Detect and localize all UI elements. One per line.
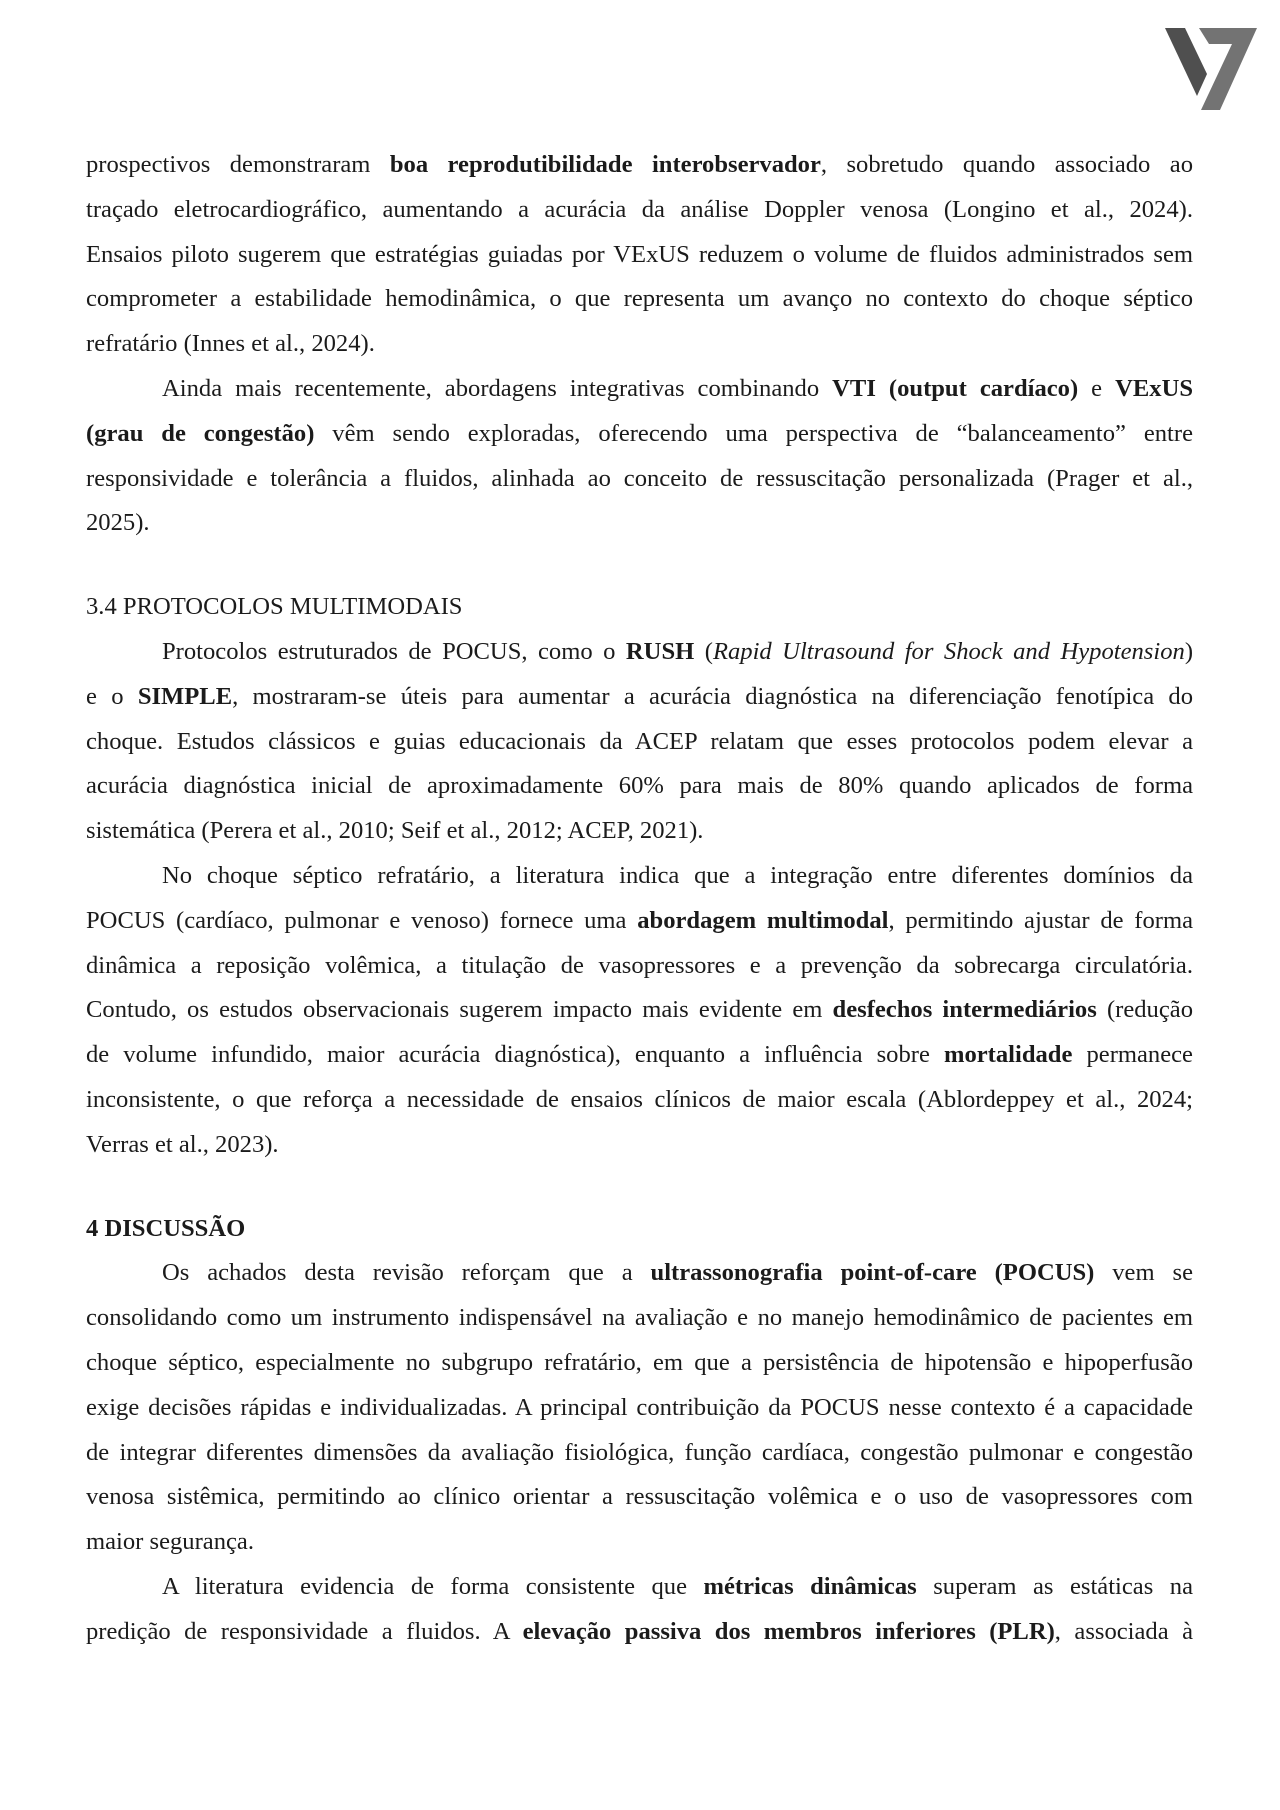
- text-run: Ainda mais recentemente, abordagens integrativas combinando: [162, 374, 833, 402]
- text-line: [86, 1123, 1193, 1168]
- text-line: [86, 188, 1193, 233]
- bold-text: (grau de congestão): [86, 419, 315, 447]
- text-run: superam as estáticas na: [916, 1572, 1193, 1600]
- text-run: POCUS (cardíaco, pulmonar e venoso) fornece uma: [86, 906, 638, 934]
- text-line: [86, 1251, 1193, 1296]
- text-run: refratário (Innes et al., 2024).: [86, 330, 375, 358]
- paragraph: [86, 143, 1193, 367]
- bold-text: desfechos intermediários: [832, 996, 1097, 1024]
- section-spacer: [86, 1168, 1193, 1207]
- bold-text: elevação passiva dos membros inferiores (PLR): [522, 1617, 1055, 1645]
- paragraph: [86, 630, 1193, 854]
- text-run: e o: [86, 682, 138, 710]
- text-run: , permitindo ajustar de forma: [888, 906, 1194, 934]
- text-line: [86, 1341, 1193, 1386]
- text-run: ): [1184, 637, 1194, 665]
- bold-text: mortalidade: [943, 1041, 1073, 1069]
- text-line: [86, 899, 1193, 944]
- text-run: Ensaios piloto sugerem que estratégias guiadas por VExUS reduzem o volume de fluidos administrados sem: [86, 240, 1193, 268]
- text-run: choque séptico, especialmente no subgrupo refratário, em que a persistência de hipotensão e hipoperfusão: [86, 1348, 1193, 1376]
- text-line: [86, 1078, 1193, 1123]
- text-line: [86, 1431, 1193, 1476]
- text-line: [86, 1565, 1193, 1610]
- text-run: predição de responsividade a fluidos. A: [86, 1617, 523, 1645]
- text-line: [86, 1475, 1193, 1520]
- text-run: choque. Estudos clássicos e guias educacionais da ACEP relatam que esses protocolos podem elevar a: [86, 727, 1193, 755]
- bold-text: VExUS: [1115, 374, 1194, 402]
- text-line: [86, 1386, 1193, 1431]
- text-run: comprometer a estabilidade hemodinâmica, o que representa um avanço no contexto do choque séptico: [86, 285, 1193, 313]
- italic-text: Rapid Ultrasound for Shock and Hypotension: [712, 637, 1185, 665]
- bold-text: ultrassonografia point-of-care (POCUS): [650, 1259, 1095, 1287]
- text-run: Verras et al., 2023).: [86, 1130, 279, 1158]
- logo-right-stroke: [1199, 28, 1257, 110]
- text-run: , mostraram-se úteis para aumentar a acurácia diagnóstica na diferenciação fenotípica do: [232, 682, 1193, 710]
- text-line: [86, 367, 1193, 412]
- text-run: Contudo, os estudos observacionais sugerem impacto mais evidente em: [86, 996, 833, 1024]
- text-run: , sobretudo quando associado ao: [820, 151, 1193, 178]
- text-run: Os achados desta revisão reforçam que a: [162, 1259, 651, 1287]
- paragraph: [86, 1565, 1193, 1655]
- text-line: [86, 322, 1193, 367]
- text-run: permanece: [1072, 1041, 1193, 1069]
- paragraph: [86, 1251, 1193, 1565]
- text-run: inconsistente, o que reforça a necessidade de ensaios clínicos de maior escala (Ablordeppey et al., 2024;: [86, 1085, 1193, 1113]
- text-run: responsividade e tolerância a fluidos, alinhada ao conceito de ressuscitação personalizada (Prager et al.,: [86, 464, 1193, 492]
- text-run: (redução: [1096, 996, 1193, 1024]
- text-line: [86, 143, 1193, 188]
- v7-logo-icon: [1162, 24, 1260, 114]
- text-run: Protocolos estruturados de POCUS, como o: [162, 637, 626, 665]
- text-line: [86, 233, 1193, 278]
- text-line: [86, 988, 1193, 1033]
- text-line: [86, 764, 1193, 809]
- bold-text: SIMPLE: [137, 682, 233, 710]
- section-spacer: [86, 546, 1193, 585]
- text-line: [86, 1520, 1193, 1565]
- text-line: [86, 412, 1193, 457]
- text-run: exige decisões rápidas e individualizadas. A principal contribuição da POCUS nesse contexto é a capacidade: [86, 1393, 1193, 1421]
- text-line: [86, 720, 1193, 765]
- text-line: [86, 457, 1193, 502]
- text-run: de volume infundido, maior acurácia diagnóstica), enquanto a influência sobre: [86, 1041, 944, 1069]
- paragraph: [86, 854, 1193, 1168]
- text-line: [86, 1296, 1193, 1341]
- text-line: [86, 630, 1193, 675]
- paragraph: [86, 367, 1193, 546]
- text-run: , associada à: [1054, 1617, 1194, 1645]
- text-run: acurácia diagnóstica inicial de aproximadamente 60% para mais de 80% quando aplicados de forma: [86, 772, 1193, 800]
- brand-logo: [1162, 24, 1260, 114]
- text-run: traçado eletrocardiográfico, aumentando a acurácia da análise Doppler venosa (Longino et al., 2024).: [86, 195, 1193, 223]
- section-heading: 3.4 PROTOCOLOS MULTIMODAIS: [86, 593, 463, 621]
- bold-text: RUSH: [625, 637, 695, 665]
- text-line: [86, 277, 1193, 322]
- text-run: vêm sendo exploradas, oferecendo uma perspectiva de “balanceamento” entre: [314, 419, 1193, 447]
- text-line: [86, 854, 1193, 899]
- text-run: venosa sistêmica, permitindo ao clínico orientar a ressuscitação volêmica e o uso de vasopressores com: [86, 1483, 1193, 1511]
- logo-left-stroke: [1165, 28, 1207, 96]
- text-line: [86, 809, 1193, 854]
- text-run: (: [694, 637, 713, 665]
- text-run: consolidando como um instrumento indispensável na avaliação e no manejo hemodinâmico de pacientes em: [86, 1304, 1193, 1332]
- bold-text: métricas dinâmicas: [703, 1572, 917, 1600]
- section-heading: 4 DISCUSSÃO: [86, 1214, 246, 1242]
- text-run: No choque séptico refratário, a literatura indica que a integração entre diferentes domínios da: [162, 861, 1193, 889]
- document-body: [86, 143, 1193, 1655]
- bold-text: abordagem multimodal: [637, 906, 889, 934]
- text-run: maior segurança.: [86, 1528, 254, 1556]
- text-run: dinâmica a reposição volêmica, a titulação de vasopressores e a prevenção da sobrecarga circulatória.: [86, 951, 1193, 979]
- text-run: de integrar diferentes dimensões da avaliação fisiológica, função cardíaca, congestão pulmonar e congestão: [86, 1438, 1193, 1466]
- text-run: e: [1078, 374, 1116, 402]
- text-line: [86, 944, 1193, 989]
- bold-text: boa reprodutibilidade interobservador: [389, 151, 821, 178]
- text-line: [86, 501, 1193, 546]
- text-run: prospectivos demonstraram: [86, 151, 390, 178]
- text-run: 2025).: [86, 509, 150, 537]
- text-run: sistemática (Perera et al., 2010; Seif et al., 2012; ACEP, 2021).: [86, 817, 704, 845]
- text-line: [86, 675, 1193, 720]
- bold-text: VTI (output cardíaco): [832, 374, 1079, 402]
- text-line: [86, 1610, 1193, 1655]
- text-line: [86, 1033, 1193, 1078]
- text-run: vem se: [1094, 1259, 1193, 1287]
- text-run: A literatura evidencia de forma consistente que: [162, 1572, 704, 1600]
